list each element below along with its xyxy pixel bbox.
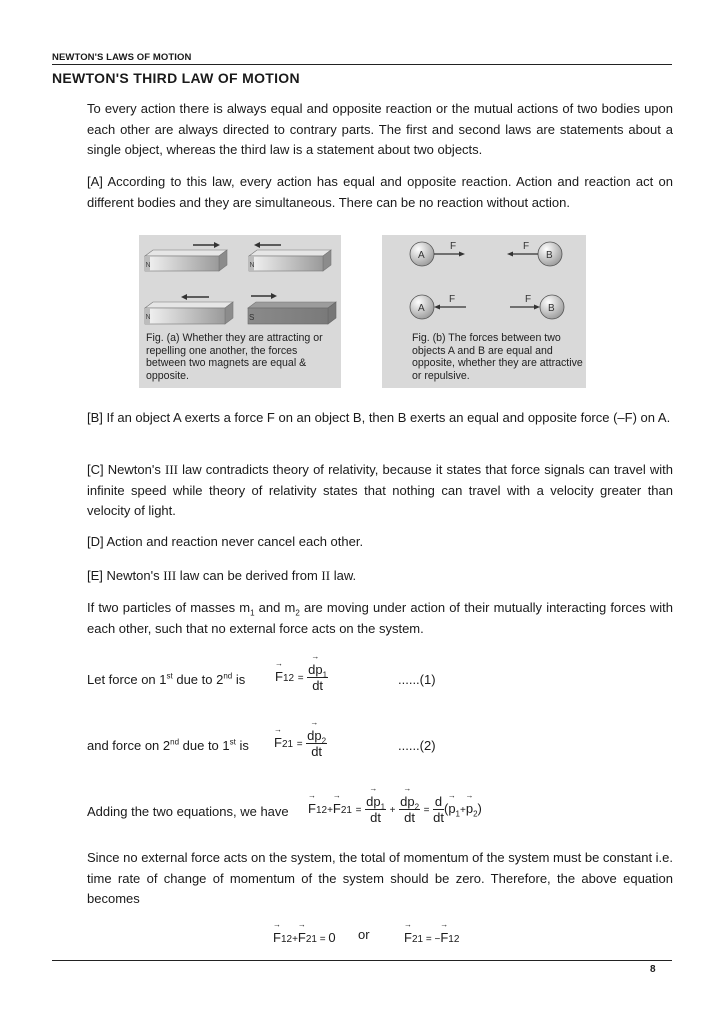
equation-2-text: and force on 2nd due to 1st is [87,737,249,753]
figure-a [139,235,341,388]
masses-paragraph: If two particles of masses $m_1$ and $m_2$ are moving under action of their mutually interacting forces with each other, such that no external force acts on the system. [87,600,673,636]
intro-paragraph: To every action there is always equal and opposite reaction or the mutual actions of two bodies upon each other are always directed to contrary parts. The first and second laws are statements about a single object, whereas the third law is a statement about two objects. [87,101,673,157]
arrow-right-icon [434,252,465,257]
equation-2: → F21 = → $\frac{dp_2}{dt}$ [274,728,327,759]
arrow-left-icon [181,294,209,300]
pole-label: N [145,314,151,321]
ball-label: A [418,250,425,261]
arrow-right-icon [193,242,220,248]
point-d: [D] Action and reaction never cancel each other. [87,534,364,549]
force-label: F [525,294,532,305]
figure-b-caption: Fig. (b) The forces between two objects A and B are equal and opposite, whether they are attractive or repulsive. [412,332,583,382]
arrow-right-icon [251,293,277,299]
arrow-left-icon [434,305,466,310]
running-head: NEWTON'S LAWS OF MOTION [52,52,192,63]
final-equation-2: → F21 = −→ F12 [404,930,459,945]
point-e: [E] Newton's III law can be derived from II law. [87,568,357,583]
conclusion-paragraph: Since no external force acts on the system, the total of momentum of the system must be constant i.e. time rate of change of momentum of the system should be zero. Therefore, the above equation becomes [87,850,674,906]
footer-rule [52,960,672,961]
pole-label: N [145,262,151,269]
ball-b-top [538,242,562,266]
section-title: NEWTON'S THIRD LAW OF MOTION [52,70,300,86]
magnet-2 [249,250,331,271]
equation-2-number: ......(2) [398,738,436,753]
ball-b-bottom [540,295,564,319]
final-equation-1: → F12+→ F21 = 0 [273,930,336,945]
arrow-left-icon [254,242,281,248]
point-a: [A] According to this law, every action has equal and opposite reaction. Action and reaction act on different bodies and they are simultaneous. There can be no reaction without action. [87,174,673,210]
equation-1: → F12 = → $\frac{dp_1}{dt}$ [275,662,328,693]
force-label: F [523,241,530,252]
balls-illustration [382,235,586,335]
force-label: F [449,294,456,305]
ball-a-top [410,242,434,266]
ball-label: A [418,303,425,314]
magnets-illustration [139,235,341,335]
force-label: F [450,241,457,252]
pole-label: N [249,262,255,269]
pole-label: S [249,313,255,322]
arrow-left-icon [507,252,538,257]
ball-label: B [548,303,555,314]
equation-1-number: ......(1) [398,672,436,687]
figure-b [382,235,586,388]
ball-label: B [546,250,553,261]
magnet-1 [145,250,227,271]
figure-a-caption: Fig. (a) Whether they are attracting or repelling one another, the forces between two magnets are equal & opposite. [146,332,323,382]
equation-1-text: Let force on 1st due to 2nd is [87,671,246,687]
sum-equation: → F12+→ F21 = → $\frac{dp_1}{dt}$ + → $\frac{dp_2}{dt}$ = $\frac{d}{dt}$ (→ $p_1+\to p_2$) [308,794,482,825]
page-number: 8 [650,964,656,975]
or-label: or [358,927,370,942]
magnet-4 [248,302,336,324]
ball-a-bottom [410,295,434,319]
point-c: [C] Newton's III law contradicts theory of relativity, because it states that force signals can travel with infinite speed while theory of relativity states that nothing can travel with a velocity greater than velocity of light. [87,462,673,518]
arrow-right-icon [510,305,540,310]
sum-equation-text: Adding the two equations, we have [87,804,289,819]
point-b: [B] If an object A exerts a force F on an object B, then B exerts an equal and opposite force (–F) on A. [87,410,671,425]
magnet-3 [145,302,233,324]
header-rule [52,64,672,65]
